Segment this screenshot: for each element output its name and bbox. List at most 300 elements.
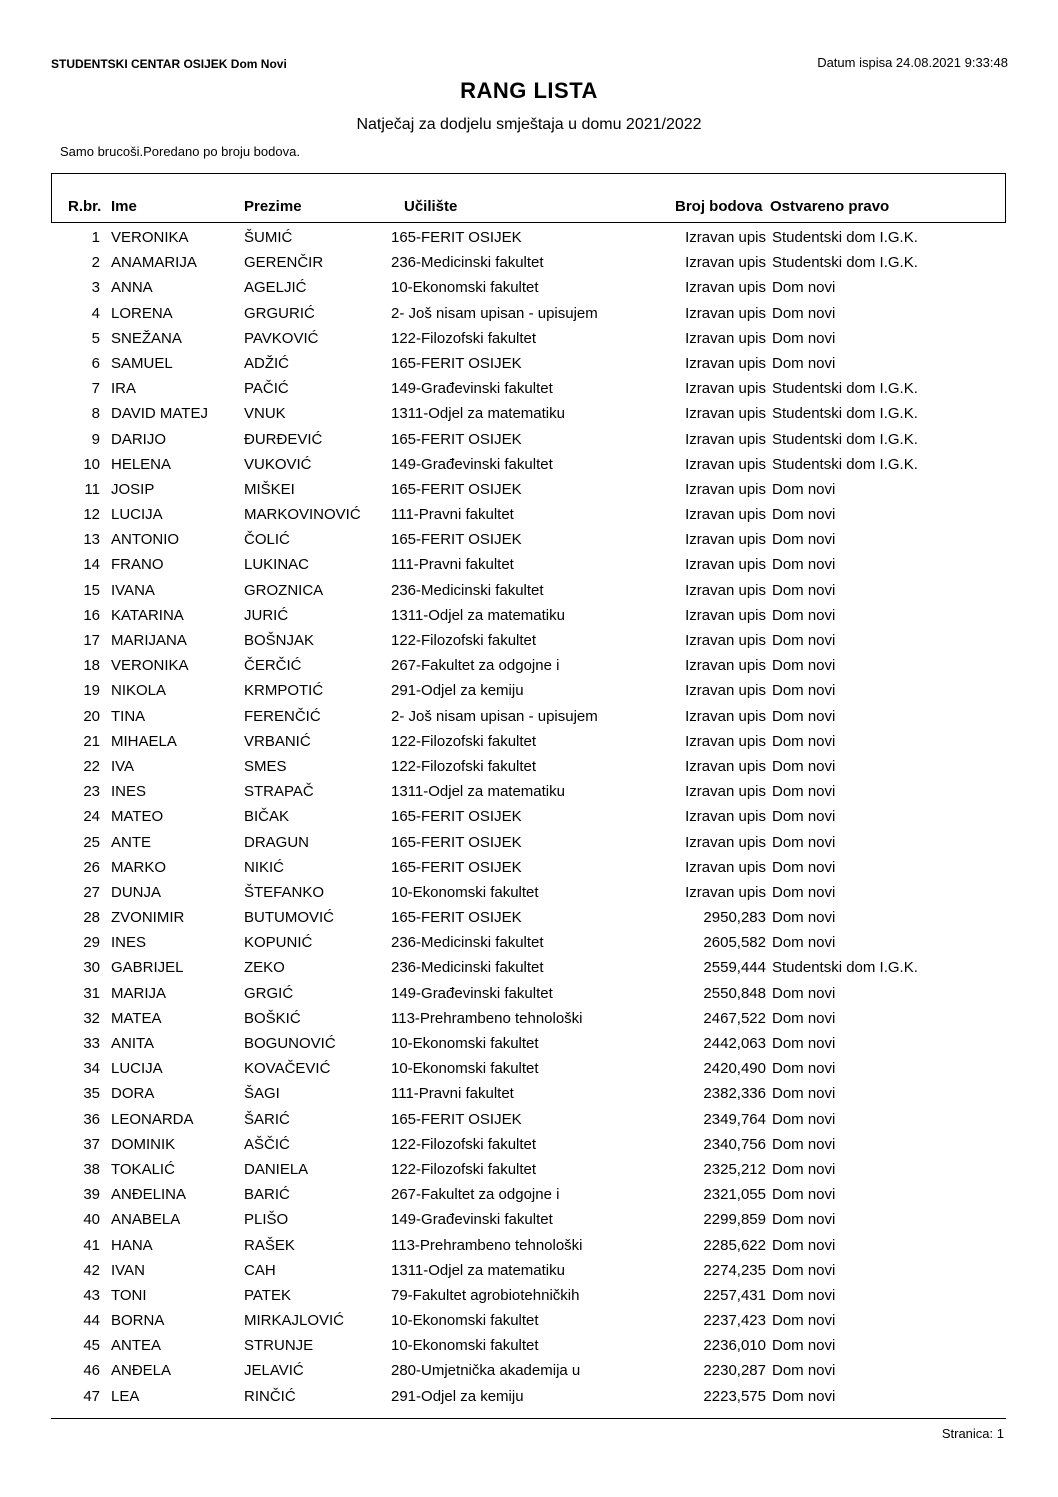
cell-pravo: Dom novi <box>772 581 836 599</box>
cell-pravo: Studentski dom I.G.K. <box>772 229 918 246</box>
cell-prezime: GERENČIR <box>244 254 324 272</box>
cell-prezime: VUKOVIĆ <box>244 455 312 473</box>
cell-uciliste: 1311-Odjel za matematiku <box>391 405 565 423</box>
cell-uciliste: 10-Ekonomski fakultet <box>391 1312 539 1330</box>
cell-rbr: 20 <box>83 707 100 725</box>
table-row <box>0 1387 1058 1412</box>
cell-prezime: KRMPOTIĆ <box>244 682 324 700</box>
cell-uciliste: 1311-Odjel za matematiku <box>391 783 565 801</box>
table-row <box>0 858 1058 883</box>
cell-uciliste: 149-Građevinski fakultet <box>391 455 553 473</box>
cell-uciliste: 2- Još nisam upisan - upisujem <box>391 304 598 322</box>
cell-pravo: Dom novi <box>772 506 836 524</box>
cell-pravo: Dom novi <box>772 682 836 700</box>
sort-note: Samo brucoši.Poredano po broju bodova. <box>60 144 300 159</box>
table-row <box>0 1110 1058 1135</box>
cell-uciliste: 149-Građevinski fakultet <box>391 380 553 398</box>
cell-bodovi: Izravan upis <box>685 480 766 498</box>
cell-ime: TINA <box>111 707 146 725</box>
cell-rbr: 46 <box>83 1362 100 1380</box>
cell-ime: MARKO <box>111 858 167 876</box>
cell-uciliste: 236-Medicinski fakultet <box>391 959 544 977</box>
table-row <box>0 1261 1058 1286</box>
cell-rbr: 14 <box>83 556 100 574</box>
cell-ime: ANTONIO <box>111 531 180 549</box>
cell-rbr: 16 <box>83 606 100 624</box>
cell-pravo: Dom novi <box>772 304 836 322</box>
cell-uciliste: 10-Ekonomski fakultet <box>391 1035 539 1052</box>
cell-rbr: 13 <box>83 531 100 549</box>
cell-ime: IVA <box>111 757 135 775</box>
cell-ime: HANA <box>111 1236 153 1254</box>
table-row <box>0 379 1058 404</box>
table-row <box>0 1034 1058 1059</box>
cell-pravo: Dom novi <box>772 1085 836 1103</box>
cell-prezime: MARKOVINOVIĆ <box>244 506 361 524</box>
cell-prezime: AŠČIĆ <box>244 1135 290 1153</box>
cell-uciliste: 113-Prehrambeno tehnološki <box>391 1009 583 1027</box>
cell-rbr: 22 <box>83 757 100 775</box>
cell-pravo: Dom novi <box>772 1035 836 1052</box>
cell-pravo: Dom novi <box>772 858 836 876</box>
cell-bodovi: 2442,063 <box>703 1035 766 1052</box>
cell-prezime: GROZNICA <box>244 581 324 599</box>
cell-pravo: Dom novi <box>772 1186 836 1204</box>
cell-ime: SAMUEL <box>111 354 173 372</box>
table-row <box>0 984 1058 1009</box>
table-row <box>0 430 1058 455</box>
cell-pravo: Dom novi <box>772 1312 836 1330</box>
cell-bodovi: Izravan upis <box>685 354 766 372</box>
cell-bodovi: 2325,212 <box>703 1160 766 1178</box>
cell-pravo: Dom novi <box>772 1135 836 1153</box>
cell-bodovi: 2274,235 <box>703 1261 766 1279</box>
cell-uciliste: 165-FERIT OSIJEK <box>391 480 522 498</box>
cell-prezime: STRAPAČ <box>244 783 314 801</box>
column-header-prezime: Prezime <box>244 198 302 215</box>
table-row <box>0 480 1058 505</box>
cell-ime: VERONIKA <box>111 657 189 675</box>
cell-ime: ANĐELA <box>111 1362 172 1380</box>
cell-bodovi: Izravan upis <box>685 632 766 649</box>
cell-rbr: 38 <box>83 1160 100 1178</box>
cell-bodovi: Izravan upis <box>685 531 766 549</box>
cell-prezime: BOGUNOVIĆ <box>244 1035 336 1052</box>
cell-pravo: Studentski dom I.G.K. <box>772 430 918 448</box>
cell-rbr: 39 <box>83 1186 100 1204</box>
page-number: Stranica: 1 <box>941 1426 1004 1441</box>
cell-prezime: BOŠNJAK <box>244 632 315 649</box>
cell-uciliste: 111-Pravni fakultet <box>391 556 514 574</box>
cell-ime: TONI <box>111 1286 147 1304</box>
table-row <box>0 807 1058 832</box>
cell-rbr: 18 <box>83 657 100 675</box>
cell-prezime: PAČIĆ <box>244 380 289 398</box>
cell-prezime: KOVAČEVIĆ <box>244 1060 331 1078</box>
cell-rbr: 40 <box>83 1211 100 1229</box>
table-row <box>0 228 1058 253</box>
cell-ime: HELENA <box>111 455 172 473</box>
cell-pravo: Dom novi <box>772 1009 836 1027</box>
cell-ime: TOKALIĆ <box>111 1160 175 1178</box>
cell-prezime: ČOLIĆ <box>244 531 290 549</box>
cell-rbr: 19 <box>83 682 100 700</box>
cell-pravo: Dom novi <box>772 1110 836 1128</box>
cell-prezime: VNUK <box>244 405 286 423</box>
cell-ime: ANNA <box>111 279 153 297</box>
cell-uciliste: 122-Filozofski fakultet <box>391 757 537 775</box>
cell-bodovi: 2285,622 <box>703 1236 766 1254</box>
cell-bodovi: Izravan upis <box>685 757 766 775</box>
cell-ime: GABRIJEL <box>111 959 184 977</box>
cell-bodovi: 2340,756 <box>703 1135 766 1153</box>
cell-ime: INES <box>111 783 147 801</box>
cell-bodovi: 2605,582 <box>703 934 766 952</box>
column-header-pravo: Ostvareno pravo <box>770 198 890 215</box>
cell-bodovi: Izravan upis <box>685 329 766 347</box>
cell-pravo: Dom novi <box>772 883 836 901</box>
table-row <box>0 1286 1058 1311</box>
cell-rbr: 44 <box>83 1312 100 1330</box>
cell-prezime: ŠARIĆ <box>244 1110 290 1128</box>
cell-bodovi: 2321,055 <box>703 1186 766 1204</box>
cell-uciliste: 122-Filozofski fakultet <box>391 1160 537 1178</box>
cell-prezime: LUKINAC <box>244 556 310 574</box>
table-row <box>0 455 1058 480</box>
table-row <box>0 505 1058 530</box>
cell-uciliste: 165-FERIT OSIJEK <box>391 909 522 927</box>
table-row <box>0 581 1058 606</box>
cell-rbr: 33 <box>83 1035 100 1052</box>
page-subtitle: Natječaj za dodjelu smještaja u domu 2021/2022 <box>356 116 702 133</box>
cell-rbr: 32 <box>83 1009 100 1027</box>
cell-bodovi: Izravan upis <box>685 556 766 574</box>
column-header-uciliste: Učilište <box>404 198 458 215</box>
cell-uciliste: 291-Odjel za kemiju <box>391 682 524 700</box>
cell-rbr: 4 <box>91 304 100 322</box>
cell-bodovi: Izravan upis <box>685 808 766 826</box>
cell-bodovi: Izravan upis <box>685 732 766 750</box>
organization-name: STUDENTSKI CENTAR OSIJEK Dom Novi <box>51 57 287 71</box>
cell-rbr: 15 <box>83 581 100 599</box>
table-row <box>0 278 1058 303</box>
cell-ime: DORA <box>111 1085 155 1103</box>
cell-uciliste: 165-FERIT OSIJEK <box>391 430 522 448</box>
cell-pravo: Dom novi <box>772 757 836 775</box>
cell-ime: DUNJA <box>111 883 162 901</box>
cell-pravo: Dom novi <box>772 329 836 347</box>
cell-prezime: RAŠEK <box>244 1236 295 1254</box>
cell-rbr: 12 <box>83 506 100 524</box>
cell-uciliste: 111-Pravni fakultet <box>391 1085 514 1103</box>
cell-ime: LEA <box>111 1387 140 1405</box>
cell-rbr: 47 <box>83 1387 100 1405</box>
cell-uciliste: 122-Filozofski fakultet <box>391 732 537 750</box>
cell-ime: ANITA <box>111 1035 155 1052</box>
cell-prezime: DRAGUN <box>244 833 310 851</box>
cell-prezime: ŠTEFANKO <box>244 883 325 901</box>
cell-bodovi: 2467,522 <box>703 1009 766 1027</box>
cell-pravo: Dom novi <box>772 606 836 624</box>
cell-bodovi: Izravan upis <box>685 279 766 297</box>
cell-prezime: PATEK <box>244 1286 291 1304</box>
cell-prezime: DANIELA <box>244 1160 309 1178</box>
cell-pravo: Studentski dom I.G.K. <box>772 455 918 473</box>
cell-bodovi: Izravan upis <box>685 606 766 624</box>
cell-prezime: GRGIĆ <box>244 984 294 1002</box>
cell-uciliste: 291-Odjel za kemiju <box>391 1387 524 1405</box>
cell-bodovi: Izravan upis <box>685 304 766 322</box>
cell-rbr: 43 <box>83 1286 100 1304</box>
cell-ime: JOSIP <box>111 480 155 498</box>
cell-rbr: 29 <box>83 934 100 952</box>
page-title: RANG LISTA <box>460 78 598 103</box>
cell-bodovi: 2349,764 <box>703 1110 766 1128</box>
cell-rbr: 45 <box>83 1337 100 1355</box>
cell-pravo: Dom novi <box>772 1387 836 1405</box>
cell-bodovi: Izravan upis <box>685 657 766 675</box>
cell-pravo: Studentski dom I.G.K. <box>772 405 918 423</box>
cell-bodovi: 2236,010 <box>703 1337 766 1355</box>
cell-prezime: GRGURIĆ <box>244 304 315 322</box>
cell-uciliste: 122-Filozofski fakultet <box>391 1135 537 1153</box>
cell-bodovi: 2420,490 <box>703 1060 766 1078</box>
cell-bodovi: 2237,423 <box>703 1312 766 1330</box>
cell-rbr: 7 <box>91 380 100 398</box>
cell-bodovi: Izravan upis <box>685 883 766 901</box>
table-row <box>0 631 1058 656</box>
cell-ime: INES <box>111 934 147 952</box>
cell-ime: MARIJANA <box>111 632 187 649</box>
cell-ime: MIHAELA <box>111 732 177 750</box>
cell-pravo: Studentski dom I.G.K. <box>772 959 918 977</box>
cell-prezime: ŠAGI <box>244 1085 280 1103</box>
cell-pravo: Dom novi <box>772 1060 836 1078</box>
cell-prezime: CAH <box>244 1261 276 1279</box>
ranking-table-body <box>0 228 1058 1412</box>
cell-ime: VERONIKA <box>111 229 189 246</box>
cell-pravo: Dom novi <box>772 783 836 801</box>
header-divider <box>51 222 1006 223</box>
cell-pravo: Dom novi <box>772 657 836 675</box>
table-row <box>0 606 1058 631</box>
column-header-bodovi: Broj bodova <box>675 198 763 215</box>
cell-bodovi: Izravan upis <box>685 430 766 448</box>
table-row <box>0 958 1058 983</box>
cell-prezime: SMES <box>244 757 287 775</box>
table-row <box>0 1009 1058 1034</box>
cell-pravo: Dom novi <box>772 732 836 750</box>
cell-prezime: ĐURĐEVIĆ <box>244 430 323 448</box>
cell-rbr: 9 <box>91 430 100 448</box>
cell-prezime: ČERČIĆ <box>244 657 302 675</box>
table-row <box>0 1311 1058 1336</box>
column-header-ime: Ime <box>111 198 137 215</box>
cell-uciliste: 267-Fakultet za odgojne i <box>391 1186 560 1204</box>
cell-uciliste: 165-FERIT OSIJEK <box>391 833 522 851</box>
cell-rbr: 23 <box>83 783 100 801</box>
cell-bodovi: Izravan upis <box>685 455 766 473</box>
footer-divider <box>51 1418 1006 1419</box>
cell-pravo: Dom novi <box>772 1236 836 1254</box>
cell-prezime: NIKIĆ <box>244 858 285 876</box>
cell-prezime: ZEKO <box>244 959 285 977</box>
cell-ime: ANAMARIJA <box>111 254 197 272</box>
cell-ime: ANTEA <box>111 1337 162 1355</box>
table-row <box>0 908 1058 933</box>
cell-uciliste: 280-Umjetnička akademija u <box>391 1362 581 1380</box>
cell-rbr: 34 <box>83 1060 100 1078</box>
table-row <box>0 757 1058 782</box>
cell-pravo: Dom novi <box>772 480 836 498</box>
table-row <box>0 883 1058 908</box>
cell-ime: ANĐELINA <box>111 1186 187 1204</box>
cell-bodovi: 2950,283 <box>703 909 766 927</box>
cell-prezime: AGELJIĆ <box>244 279 307 297</box>
cell-rbr: 6 <box>91 354 100 372</box>
cell-rbr: 42 <box>83 1261 100 1279</box>
cell-bodovi: Izravan upis <box>685 833 766 851</box>
cell-rbr: 8 <box>91 405 100 423</box>
cell-uciliste: 10-Ekonomski fakultet <box>391 883 539 901</box>
table-row <box>0 1135 1058 1160</box>
table-row <box>0 404 1058 429</box>
cell-prezime: FERENČIĆ <box>244 707 321 725</box>
cell-uciliste: 236-Medicinski fakultet <box>391 934 544 952</box>
cell-pravo: Dom novi <box>772 279 836 297</box>
cell-prezime: JELAVIĆ <box>244 1362 304 1380</box>
cell-ime: LEONARDA <box>111 1110 194 1128</box>
cell-pravo: Dom novi <box>772 1160 836 1178</box>
cell-pravo: Dom novi <box>772 909 836 927</box>
cell-pravo: Studentski dom I.G.K. <box>772 380 918 398</box>
cell-ime: IVAN <box>111 1261 145 1279</box>
table-row <box>0 833 1058 858</box>
cell-rbr: 10 <box>83 455 100 473</box>
cell-uciliste: 10-Ekonomski fakultet <box>391 1337 539 1355</box>
cell-rbr: 30 <box>83 959 100 977</box>
cell-ime: IRA <box>111 380 137 398</box>
cell-ime: ANTE <box>111 833 152 851</box>
cell-rbr: 28 <box>83 909 100 927</box>
cell-bodovi: 2550,848 <box>703 984 766 1002</box>
cell-rbr: 25 <box>83 833 100 851</box>
cell-uciliste: 79-Fakultet agrobiotehničkih <box>391 1286 580 1304</box>
cell-uciliste: 1311-Odjel za matematiku <box>391 606 565 624</box>
table-row <box>0 354 1058 379</box>
cell-prezime: KOPUNIĆ <box>244 934 313 952</box>
cell-pravo: Dom novi <box>772 1362 836 1380</box>
table-row <box>0 1336 1058 1361</box>
table-row <box>0 1210 1058 1235</box>
cell-bodovi: Izravan upis <box>685 581 766 599</box>
table-row <box>0 933 1058 958</box>
cell-ime: BORNA <box>111 1312 165 1330</box>
table-row <box>0 1160 1058 1185</box>
cell-bodovi: Izravan upis <box>685 858 766 876</box>
cell-pravo: Dom novi <box>772 808 836 826</box>
cell-rbr: 3 <box>91 279 100 297</box>
cell-pravo: Dom novi <box>772 984 836 1002</box>
table-row <box>0 253 1058 278</box>
cell-prezime: ŠUMIĆ <box>244 229 293 246</box>
cell-ime: MATEA <box>111 1009 162 1027</box>
table-row <box>0 1059 1058 1084</box>
cell-bodovi: 2230,287 <box>703 1362 766 1380</box>
cell-prezime: MIŠKEI <box>244 480 295 498</box>
cell-prezime: VRBANIĆ <box>244 732 311 750</box>
cell-uciliste: 113-Prehrambeno tehnološki <box>391 1236 583 1254</box>
cell-prezime: BOŠKIĆ <box>244 1009 301 1027</box>
cell-rbr: 36 <box>83 1110 100 1128</box>
cell-bodovi: Izravan upis <box>685 254 766 272</box>
cell-ime: DOMINIK <box>111 1135 176 1153</box>
cell-ime: IVANA <box>111 581 155 599</box>
cell-uciliste: 149-Građevinski fakultet <box>391 984 553 1002</box>
cell-uciliste: 165-FERIT OSIJEK <box>391 1110 522 1128</box>
table-row <box>0 782 1058 807</box>
table-row <box>0 681 1058 706</box>
cell-bodovi: 2223,575 <box>703 1387 766 1405</box>
cell-ime: DAVID MATEJ <box>111 405 208 423</box>
table-row <box>0 555 1058 580</box>
table-row <box>0 1236 1058 1261</box>
cell-ime: ZVONIMIR <box>111 909 185 927</box>
cell-rbr: 2 <box>91 254 100 272</box>
cell-ime: MATEO <box>111 808 164 826</box>
cell-uciliste: 10-Ekonomski fakultet <box>391 279 539 297</box>
cell-rbr: 41 <box>83 1236 100 1254</box>
cell-prezime: JURIĆ <box>244 606 289 624</box>
cell-prezime: BIČAK <box>244 808 290 826</box>
cell-ime: DARIJO <box>111 430 167 448</box>
cell-pravo: Studentski dom I.G.K. <box>772 254 918 272</box>
table-row <box>0 329 1058 354</box>
cell-pravo: Dom novi <box>772 531 836 549</box>
cell-pravo: Dom novi <box>772 354 836 372</box>
cell-bodovi: Izravan upis <box>685 380 766 398</box>
table-row <box>0 1185 1058 1210</box>
column-header-rbr: R.br. <box>68 198 102 215</box>
cell-uciliste: 165-FERIT OSIJEK <box>391 808 522 826</box>
cell-pravo: Dom novi <box>772 1211 836 1229</box>
cell-rbr: 21 <box>83 732 100 750</box>
cell-uciliste: 236-Medicinski fakultet <box>391 581 544 599</box>
cell-rbr: 37 <box>83 1135 100 1153</box>
cell-bodovi: 2559,444 <box>703 959 766 977</box>
table-row <box>0 732 1058 757</box>
cell-pravo: Dom novi <box>772 934 836 952</box>
table-row <box>0 304 1058 329</box>
cell-pravo: Dom novi <box>772 1286 836 1304</box>
cell-ime: LUCIJA <box>111 506 163 524</box>
cell-uciliste: 165-FERIT OSIJEK <box>391 229 522 246</box>
cell-uciliste: 122-Filozofski fakultet <box>391 329 537 347</box>
cell-uciliste: 2- Još nisam upisan - upisujem <box>391 707 598 725</box>
cell-bodovi: 2382,336 <box>703 1085 766 1103</box>
cell-prezime: BUTUMOVIĆ <box>244 909 334 927</box>
table-row <box>0 656 1058 681</box>
cell-uciliste: 165-FERIT OSIJEK <box>391 531 522 549</box>
cell-uciliste: 149-Građevinski fakultet <box>391 1211 553 1229</box>
cell-rbr: 1 <box>91 229 100 246</box>
cell-prezime: BARIĆ <box>244 1186 290 1204</box>
cell-prezime: PLIŠO <box>244 1211 289 1229</box>
cell-prezime: ADŽIĆ <box>244 354 289 372</box>
cell-uciliste: 267-Fakultet za odgojne i <box>391 657 560 675</box>
cell-ime: MARIJA <box>111 984 167 1002</box>
cell-rbr: 17 <box>83 632 100 649</box>
